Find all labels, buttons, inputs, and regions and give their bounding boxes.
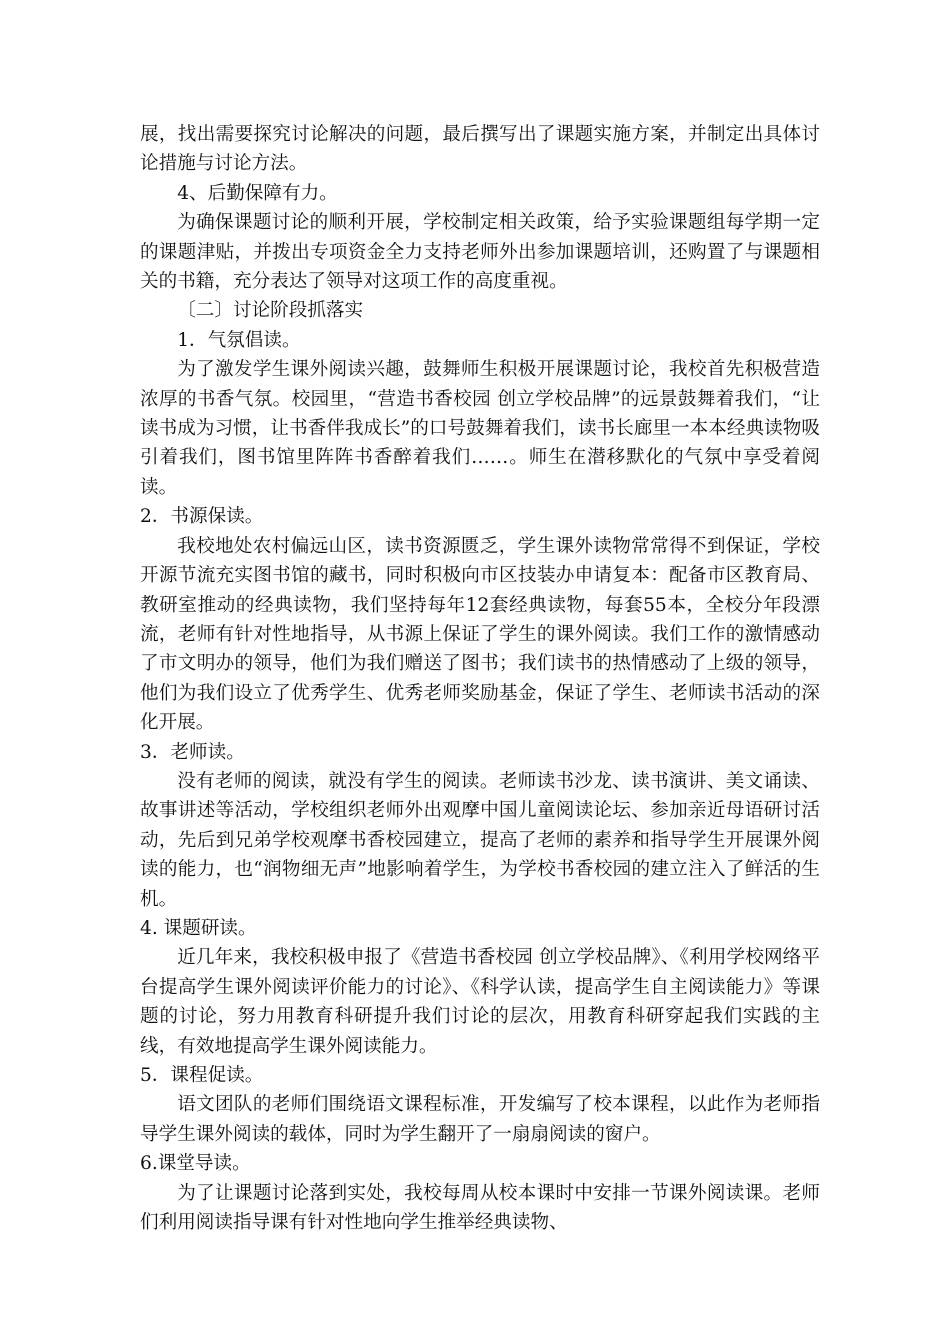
heading-atmosphere: 1．气氛倡读。 — [177, 329, 301, 351]
heading-teacher-reading: 3．老师读。 — [140, 741, 245, 763]
heading-book-source: 2．书源保读。 — [140, 506, 264, 528]
paragraph-intro-continuation: 展，找出需要探究讨论解决的问题，最后撰写出了课题实施方案，并制定出具体讨论措施与讨论方法。 — [140, 124, 820, 175]
document-body — [140, 120, 820, 1237]
paragraph-research-reading: 近几年来，我校积极申报了《营造书香校园 创立学校品牌》、《利用学校网络平台提高学生课外阅读评价能力的讨论》、《科学认读，提高学生自主阅读能力》等课题的讨论，努力用教育科研提升我们讨论的层次，用教育科研穿起我们实践的主线，有效地提高学生课外阅读能力。 — [140, 947, 820, 1057]
heading-research-reading: 4. 课题研读。 — [140, 917, 257, 939]
paragraph-book-source: 我校地处农村偏远山区，读书资源匮乏，学生课外读物常常得不到保证，学校开源节流充实图书馆的藏书，同时积极向市区技装办申请复本：配备市区教育局、教研室推动的经典读物，我们坚持每年12套经典读物，每套55本，全校分年段漂流，老师有针对性地指导，从书源上保证了学生的课外阅读。我们工作的激情感动了市文明办的领导，他们为我们赠送了图书；我们读书的热情感动了上级的领导，他们为我们设立了优秀学生、优秀老师奖励基金，保证了学生、老师读书活动的深化开展。 — [140, 535, 820, 734]
section-heading-stage-two: 〔二〕讨论阶段抓落实 — [177, 300, 364, 322]
paragraph-classroom: 为了让课题讨论落到实处，我校每周从校本课时中安排一节课外阅读课。老师们利用阅读指导课有针对性地向学生推举经典读物、 — [140, 1182, 820, 1234]
paragraph-curriculum: 语文团队的老师们围绕语文课程标准，开发编写了校本课程，以此作为老师指导学生课外阅读的载体，同时为学生翻开了一扇扇阅读的窗户。 — [140, 1094, 820, 1145]
heading-logistics: 4、后勤保障有力。 — [177, 182, 338, 204]
paragraph-teacher-reading: 没有老师的阅读，就没有学生的阅读。老师读书沙龙、读书演讲、美文诵读、故事讲述等活动，学校组织老师外出观摩中国儿童阅读论坛、参加亲近母语研讨活动，先后到兄弟学校观摩书香校园建立，提高了老师的素养和指导学生开展课外阅读的能力，也“润物细无声”地影响着学生，为学校书香校园的建立注入了鲜活的生机。 — [140, 770, 820, 910]
heading-classroom: 6.课堂导读。 — [140, 1153, 251, 1175]
paragraph-logistics: 为确保课题讨论的顺利开展，学校制定相关政策，给予实验课题组每学期一定的课题津贴，并拨出专项资金全力支持老师外出参加课题培训，还购置了与课题相关的书籍，充分表达了领导对这项工作的高度重视。 — [140, 212, 820, 293]
paragraph-atmosphere: 为了激发学生课外阅读兴趣，鼓舞师生积极开展课题讨论，我校首先积极营造浓厚的书香气氛。校园里，“营造书香校园 创立学校品牌”的远景鼓舞着我们，“让读书成为习惯，让书香伴我成长”的口号鼓舞着我们，读书长廊里一本本经典读物吸引着我们，图书馆里阵阵书香醉着我们……。师生在潜移默化的气氛中享受着阅读。 — [140, 359, 820, 498]
heading-curriculum: 5．课程促读。 — [140, 1065, 264, 1086]
